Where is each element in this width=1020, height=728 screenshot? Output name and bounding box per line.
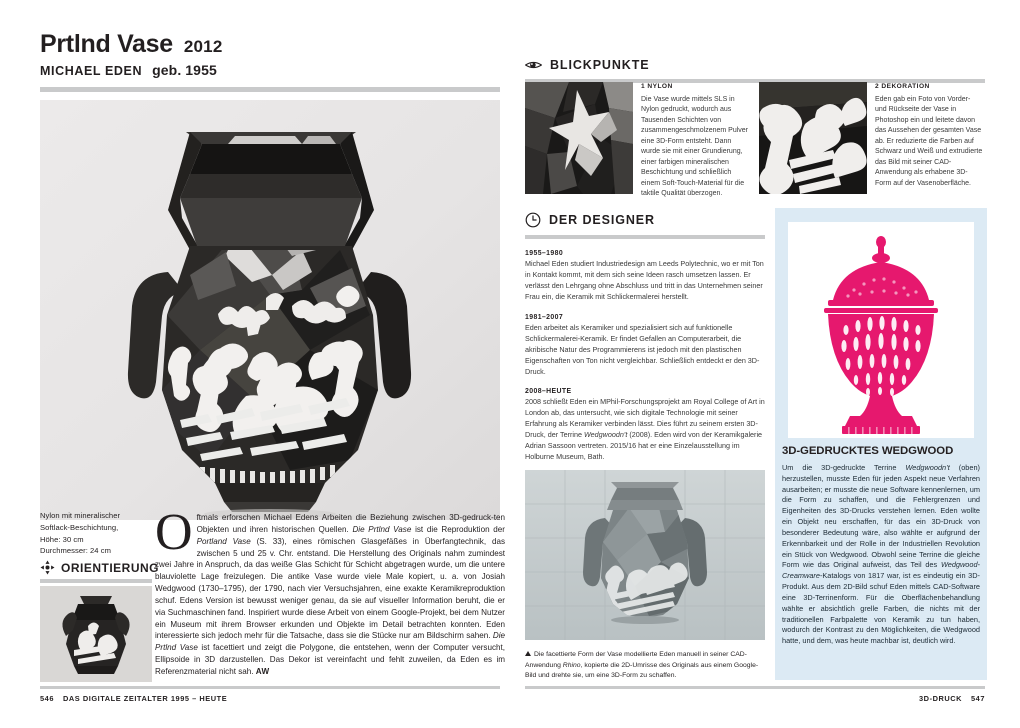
triangle-up-icon: [525, 651, 531, 656]
hero-vase-image: [40, 100, 500, 520]
orientierung-header: [40, 560, 159, 575]
footer-right-page-number: 547: [971, 694, 985, 703]
secondary-vase-image: [525, 470, 765, 640]
body-part-2: ist die Reproduktion der: [411, 524, 505, 534]
designer-entry-2: [525, 314, 765, 378]
blickpunkte-header: [525, 58, 985, 72]
body-part-1: ftmals erforschen Michael Edens Arbeiten die Beziehung zwischen 3D-gedruck-ten Objekten und ihren historischen Quellen.: [196, 513, 505, 534]
blickpunkte-item-1: [525, 82, 749, 200]
hero-caption-material: Nylon mit mineralischer: [40, 511, 121, 520]
designer-born: geb. 1955: [152, 62, 217, 78]
blickpunkte-section: [525, 58, 985, 83]
blickpunkte-number-1: 1 NYLON: [641, 83, 673, 90]
title-row: [40, 32, 500, 57]
designer-entry-2-text: Eden arbeitet als Keramiker und spezialisiert sich auf funktionelle Schlickermalerei-Keramik. Er findet Gefallen an Computerarbeit, die akribische Natur des Programmierens ist jedoch mit den plastischen Eigenschaften von Ton nicht vergleichbar. Schließlich entdeckt er den 3D-Druck.: [525, 322, 760, 376]
der-designer-label: DER DESIGNER: [549, 213, 655, 227]
designer-entry-2-years: 1981–2007: [525, 313, 564, 321]
author-initials: AW: [255, 666, 270, 676]
orientierung-label: ORIENTIERUNG: [61, 560, 160, 575]
blickpunkte-number-2: 2 DEKORATION: [875, 83, 930, 90]
body-italic-3: Die Prtlnd Vase: [155, 631, 505, 653]
body-italic-2: Portland Vase: [196, 536, 251, 546]
blickpunkte-thumb-1-wrap: [525, 82, 633, 194]
wedgwood-panel-body: [782, 463, 980, 647]
orientierung-thumb-wrap: [40, 586, 152, 682]
secondary-caption-part-1: Die facettierte Form der Vase modellierte Eden manuell in seiner CAD-Anwendung: [525, 651, 747, 669]
der-designer-divider: [525, 235, 765, 239]
blickpunkte-thumb-1-image: [525, 82, 633, 194]
designer-entry-1: [525, 250, 765, 303]
footer-right: [919, 694, 985, 703]
page-title-year: 2012: [183, 37, 223, 56]
dropcap: O: [155, 504, 193, 561]
der-designer-header: [525, 212, 765, 228]
compass-icon: [40, 560, 55, 575]
body-part-4: ist facettiert und zeigt die Polygone, die entstehen, wenn der Computer versucht, Ellipsoide in 3D darzustellen. Das Dekor ist vereinfacht und fehlt zuweilen, da Eden es im Referenzmaterial nicht sah.: [155, 643, 505, 676]
hero-caption: [40, 510, 150, 557]
secondary-vase-caption: [525, 650, 765, 682]
designer-name: MICHAEL EDEN: [40, 64, 143, 78]
article-body: [155, 504, 505, 678]
eye-icon: [525, 58, 542, 72]
designer-entry-3-italic: Wedgwoodn’t: [583, 430, 628, 440]
footer-left-section-title: DAS DIGITALE ZEITALTER 1995 – HEUTE: [62, 694, 228, 703]
der-designer-section: [525, 212, 765, 463]
designer-entry-3: [525, 388, 765, 463]
designer-entry-3-text: [525, 397, 765, 463]
blickpunkte-item-2: [759, 82, 983, 200]
blickpunkte-body-1: Die Vase wurde mittels SLS in Nylon gedruckt, wodurch aus Tausenden Schichten von zusammengeschmolzenem Pulver eine 3D-Form entsteht. Dann wurde sie mit einer Grundierung, einer farbigen mineralischen Beschichtung und schließlich einem Soft-Touch-Material für die taktile Qualität überzogen.: [641, 95, 748, 198]
page-title: Prtlnd Vase: [40, 30, 173, 58]
blickpunkte-text-1: [641, 82, 749, 200]
wedgwood-italic-2: Wedgwood-Creamware: [782, 560, 980, 581]
designer-entry-1-text: Michael Eden studiert Industriedesign am Leeds Polytechnic, wo er mit Ton in Kontakt kommt, mit dem sich seine Ideen rasch umsetzen lassen. Er verlässt den Lehrgang ohne Abschluss und tritt in das Unternehmen seiner Frau ein, die Keramik mit Schlickermalerei herstellt.: [525, 259, 764, 301]
blickpunkte-label: BLICKPUNKTE: [550, 58, 650, 72]
blickpunkte-thumb-2-image: [759, 82, 867, 194]
footer-left-page-number: 546: [40, 694, 54, 703]
title-divider: [40, 87, 500, 92]
wedgwood-part-1: Um die 3D-gedruckte Terrine: [782, 463, 906, 472]
designer-entry-3-part-1: 2008 schließt Eden ein MPhil-Forschungsprojekt am Royal College of Art in London ab, das untersucht, wie sich digitale Technologie mit seiner Erfahrung als Keramiker verbinden lässt. Dies führt zu seinem ersten 3D-Druck, der Terrine: [525, 397, 765, 440]
hero-caption-height: Höhe: 30 cm: [40, 534, 84, 544]
wedgwood-italic-1: Wedgwoodn’t: [905, 463, 950, 472]
blickpunkte-text-2: [875, 82, 983, 200]
footer-divider-right: [525, 686, 985, 689]
wedgwood-part-3: -Katalogs von 1817 war, ist es eindeutig ein 3D-Produkt. Aus dem 2D-Bild schuf Eden mittels CAD-Software eine 3D-Terrinenform. Für die Oberflächenbehandlung wählte er absichtlich grelle Farben, die nichts mit der traditionellen Farbpalette von Keramik zu tun haben, wodurch der Kontrast zu den Möglichkeiten, die Wedgwood hatte, und dem, was heute machbar ist, deutlich wird.: [782, 571, 980, 646]
blickpunkte-grid: [525, 82, 985, 200]
secondary-caption-italic: Rhino: [562, 661, 581, 669]
body-italic-1: Die Prtlnd Vase: [352, 524, 412, 534]
secondary-caption-part-2: , kopierte die 2D-Umrisse des Originals aus einem Google-Bild und drehte sie, um eine 3D-Form zu schaffen.: [525, 661, 759, 680]
hero-image-wrap: [40, 100, 500, 520]
blickpunkte-body-2: Eden gab ein Foto von Vorder- und Rückseite der Vase in Photoshop ein und leitete davon das Aussehen der gesamten Vase ab. Er reduzierte die Farben auf Schwarz und Weiß und extrudierte das Bild mit seiner CAD-Anwendung als erhabene 3D-Form auf der Vasenoberfläche.: [875, 95, 983, 187]
designer-entry-1-years: 1955–1980: [525, 250, 564, 257]
left-column: [40, 32, 500, 520]
hero-caption-material2: Softlack-Beschichtung,: [40, 522, 119, 532]
secondary-vase-image-wrap: [525, 470, 765, 640]
blickpunkte-thumb-2-wrap: [759, 82, 867, 194]
footer-left: [40, 694, 227, 703]
clock-icon: [525, 212, 541, 228]
wedgwood-panel-heading: 3D-GEDRUCKTES WEDGWOOD: [782, 445, 954, 457]
footer-right-section-title: 3D-DRUCK: [919, 694, 963, 703]
hero-caption-diameter: Durchmesser: 24 cm: [40, 546, 111, 556]
designer-row: [40, 62, 500, 78]
wedgwood-part-2: (oben) herzustellen, musste Eden für jeden Aspekt neue Verfahren ausarbeiten; er musste die neue Software kennenlernen, um die Form zu schaffen, und die Fehlergrenzen und Eigenheiten des 3D-Drucks verstehen lernen. Eden wollte ein Objekt neu erschaffen, für das ein 3D-Druck von besonderer Bedeutung wäre, also wählte er aufgrund der Erkennbarkeit und der Rolle in der Industriellen Revolution ein Stück von Wedgwood. Obwohl seine Terrine die gleiche Form wie das Original aufweist, das Teil des: [782, 463, 980, 570]
wedgwood-urn-image: [788, 222, 974, 438]
body-part-3: (S. 33), eines römischen Glasgefäßes in Überfangtechnik, das zwischen 5 und 25 v. Chr. entstand. Die Herstellung des Originals nahm zumindest zwei Jahre in Anspruch, da das weiße Glas Schicht für Schicht abgetragen wurde, um die untere blauviolette Lage freizulegen. Die antike Vase wurde viele Male kopiert, u. a. von Josiah Wedgwood (1730–1795), der 1790, nach vier Versuchsjahren, eine exakte Keramikreproduktion schuf. Edens Version ist bewusst weniger genau, da sie auf visueller Information beruht, die er via Suchmaschinen fand. Inspiriert wurde diese Arbeit von einem Google-Projekt, bei dem Nutzer ein Museum mit ihrem Browser erkunden und Objekte im Detail betrachten konnten. Eden interessierte sich jedoch mehr für die Tatsache, dass sie die Stücke nur am Bildschirm sahen.: [155, 536, 505, 641]
orientierung-divider: [40, 579, 152, 583]
orientierung-thumb-image: [40, 586, 152, 682]
urn-image-wrap: [788, 222, 974, 438]
designer-entry-3-part-2: (2008). Eden wird von der Keramikgalerie Adrian Sassoon vertreten. 2015/16 hat er eine Einzelausstellung im Holburne Museum, Bath.: [525, 430, 763, 462]
designer-entry-3-years: 2008–HEUTE: [525, 388, 572, 396]
footer-divider-left: [40, 686, 500, 689]
